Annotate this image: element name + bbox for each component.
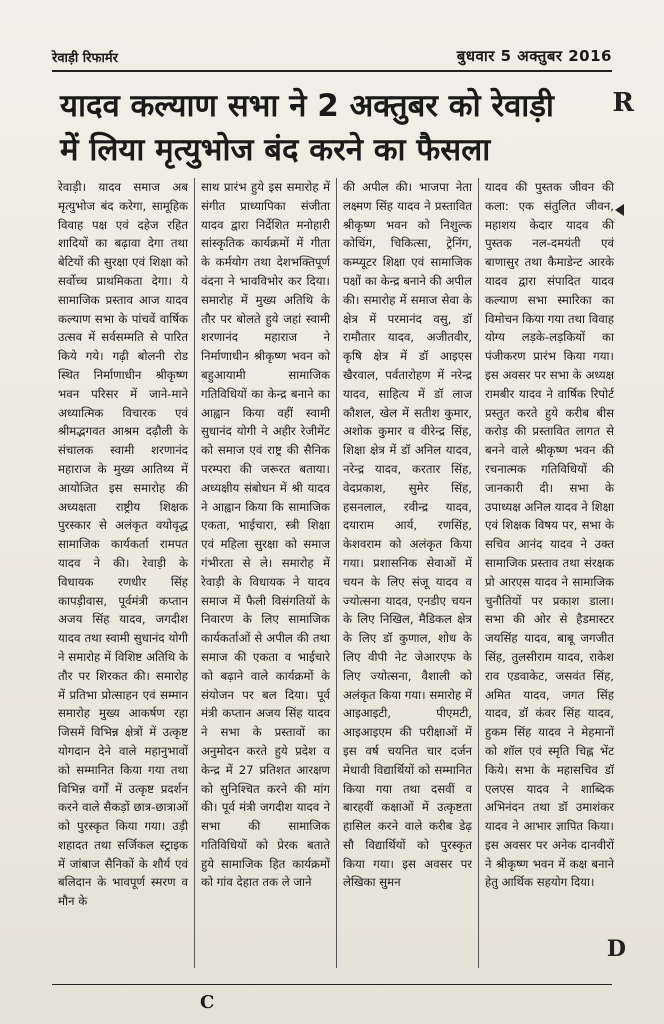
article-column-1: रेवाड़ी। यादव समाज अब मृत्युभोज बंद करेगा, सामूहिक विवाह पक्ष एवं दहेज रहित शादियों का बढ़ावा देगा तथा बेटियों की सुरक्षा एवं शिक्षा को सर्वोच्च प्राथमिकता देगा। ये सामाजिक प्रस्ताव आज यादव कल्याण सभा के पांचवें वार्षिक उत्सव में सर्वसम्मति से पारित किये गये। गढ़ी बोलनी रोड स्थित निर्माणाधीन श्रीकृष्ण भवन परिसर में जाने-माने अध्यात्मिक विचारक एवं श्रीमद्भगवत आश्रम दढ़ौली के संचालक स्वामी शरणानंद महाराज के मुख्य आतिथ्य में आयोजित इस समारोह की अध्यक्षता राष्ट्रीय शिक्षक पुरस्कार से अलंकृत वयोवृद्ध सामाजिक कार्यकर्ता रामपत यादव ने की। रेवाड़ी के विधायक रणधीर सिंह कापड़ीवास, पूर्वमंत्री कप्तान अजय सिंह यादव, जगदीश यादव तथा स्वामी सुधानंद योगी ने समारोह में विशिष्ट अतिथि के तौर पर शिरकत की। समारोह में प्रतिभा प्रोत्साहन एवं सम्मान समारोह मुख्य आकर्षण रहा जिसमें विभिन्न क्षेत्रों में उत्कृष्ट योगदान देने वाले महानुभावों को सम्मानित किया गया तथा विभिन्न वर्गों में उत्कृष्ट प्रदर्शन करने वाले सैकड़ों छात्र-छात्राओं को पुरस्कृत किया गया। उड़ी शहादत तथा सर्जिकल स्ट्राइक में जांबाज सैनिकों के शौर्य एवं बलिदान के भावपूर्ण स्मरण व मौन के: [58, 180, 188, 909]
masthead: [52, 38, 612, 72]
article-headline: यादव कल्याण सभा ने 2 अक्तुबर को रेवाड़ी में लिया मृत्युभोज बंद करने का फैसला: [60, 88, 554, 168]
newspaper-name: रेवाड़ी रिफार्मर: [52, 51, 118, 66]
article-column-2: साथ प्रारंभ हुये इस समारोह में संगीत प्राध्यापिका संजीता यादव द्वारा निर्देशित मनोहारी सांस्कृतिक कार्यक्रमों में गीता के कर्मयोग तथा देशभक्तिपूर्ण वंदना ने भावविभोर कर दिया। समारोह में मुख्य अतिथि के तौर पर बोलते हुये जहां स्वामी शरणानंद महाराज ने निर्माणाधीन श्रीकृष्ण भवन को बहुआयामी सामाजिक गतिविधियों का केन्द्र बनाने का आह्वान किया वहीं स्वामी सुधानंद योगी ने अहीर रेजीमेंट को समाज एवं राष्ट्र की सैनिक परम्परा की जरूरत बताया। अध्यक्षीय संबोधन में श्री यादव ने आह्वान किया कि सामाजिक एकता, भाईचारा, स्त्री शिक्षा एवं महिला सुरक्षा को समाज गंभीरता से ले। समारोह में रेवाड़ी के विधायक ने यादव समाज में फैली विसंगतियों के निवारण के लिए सामाजिक कार्यकर्ताओं से अपील की तथा समाज की एकता व भाईचारे को बढ़ाने वाले कार्यक्रमों के संयोजन पर बल दिया। पूर्व मंत्री कप्तान अजय सिंह यादव ने सभा के प्रस्तावों का अनुमोदन करते हुये प्रदेश व केन्द्र में 27 प्रतिशत आरक्षण को सुनिश्चित करने की मांग की। पूर्व मंत्री जगदीश यादव ने सभा की सामाजिक गतिविधियों को प्रेरक बताते हुये सामाजिक हित कार्यक्रमों को गांव देहात तक ले जाने: [194, 178, 336, 968]
article-column-3: की अपील की। भाजपा नेता लक्ष्मण सिंह यादव ने प्रस्तावित श्रीकृष्ण भवन को निशुल्क कोचिंग, चिकित्सा, ट्रेनिंग, कम्प्यूटर शिक्षा एवं सामाजिक पक्षों का केन्द्र बनाने की अपील की। समारोह में समाज सेवा के क्षेत्र में परमानंद वसु, डॉ रामौतार यादव, अजीतवीर, कृषि क्षेत्र में डॉ आइएस खैरवाल, पर्वतारोहण में नरेन्द्र यादव, साहित्य में डॉ लाज कौशल, खेल में सतीश कुमार, अशोक कुमार व वीरेन्द्र सिंह, शिक्षा क्षेत्र में डॉ अनिल यादव, नरेन्द्र यादव, करतार सिंह, वेदप्रकाश, सुमेर सिंह, हसनलाल, रवीन्द्र यादव, दयाराम आर्य, रणसिंह, केशवराम को अलंकृत किया गया। प्रशासनिक सेवाओं में चयन के लिए संजू यादव व ज्योत्सना यादव, एनडीए चयन के लिए निखिल, मैडिकल क्षेत्र के लिए डॉ कुणाल, शोध के लिए वीपी नेट जेआरएफ के लिए ज्योत्सना, वैशाली को अलंकृत किया गया। समारोह में आइआइटी, पीएमटी, आइआइएम की परीक्षाओं में इस वर्ष चयनित चार दर्जन मेधावी विद्यार्थियों को सम्मानित किया गया तथा दसवीं व बारहवीं कक्षाओं में उत्कृष्टता हासिल करने वाले करीब डेढ़ सौ विद्यार्थियों को पुरस्कृत किया गया। इस अवसर पर लेखिका सुमन: [336, 178, 478, 968]
page-folio: C: [200, 992, 215, 1013]
edge-letter-bottom: D: [606, 936, 626, 962]
bottom-rule: [52, 984, 612, 985]
article-column-4: यादव की पुस्तक जीवन की कला: एक संतुलित जीवन, महाशय केदार यादव की पुस्तक नल-दमयंती एवं बाणासुर तथा कैमाडेन्ट आरके यादव द्वारा संपादित यादव कल्याण सभा स्मारिका का विमोचन किया गया तथा विवाह योग्य लड़के-लड़कियों का पंजीकरण प्रारंभ किया गया। इस अवसर पर सभा के अध्यक्ष रामबीर यादव ने वार्षिक रिपोर्ट प्रस्तुत करते हुये करीब बीस करोड़ की प्रस्तावित लागत से बनने वाले श्रीकृष्ण भवन की रचनात्मक गतिविधियों की जानकारी दी। सभा के उपाध्यक्ष अनिल यादव ने शिक्षा एवं शिक्षक विषय पर, सभा के सचिव आनंद यादव ने उक्त सामाजिक प्रस्ताव तथा संरक्षक प्रो आरएस यादव ने सामाजिक चुनौतियों पर प्रकाश डाला। सभा की ओर से हैडमास्टर जयसिंह यादव, बाबू जगजीत सिंह, तुलसीराम यादव, राकेश राव एडवाकेट, जसवंत सिंह, अमित यादव, जगत सिंह यादव, डॉ कंवर सिंह यादव, हुकम सिंह यादव ने मेहमानों को शॉल एवं स्मृति चिह्न भेंट किये। सभा के महासचिव डॉ एलएस यादव ने शाब्दिक अभिनंदन तथा डॉ उमाशंकर यादव ने आभार ज्ञापित किया। इस अवसर पर अनेक दानवीरों ने श्रीकृष्ण भवन में कक्ष बनाने हेतु आर्थिक सहयोग दिया।: [478, 178, 620, 968]
edge-letter-top: R: [612, 88, 634, 118]
issue-date: बुधवार 5 अक्तुबर 2016: [456, 47, 612, 65]
article-body: [52, 178, 620, 968]
